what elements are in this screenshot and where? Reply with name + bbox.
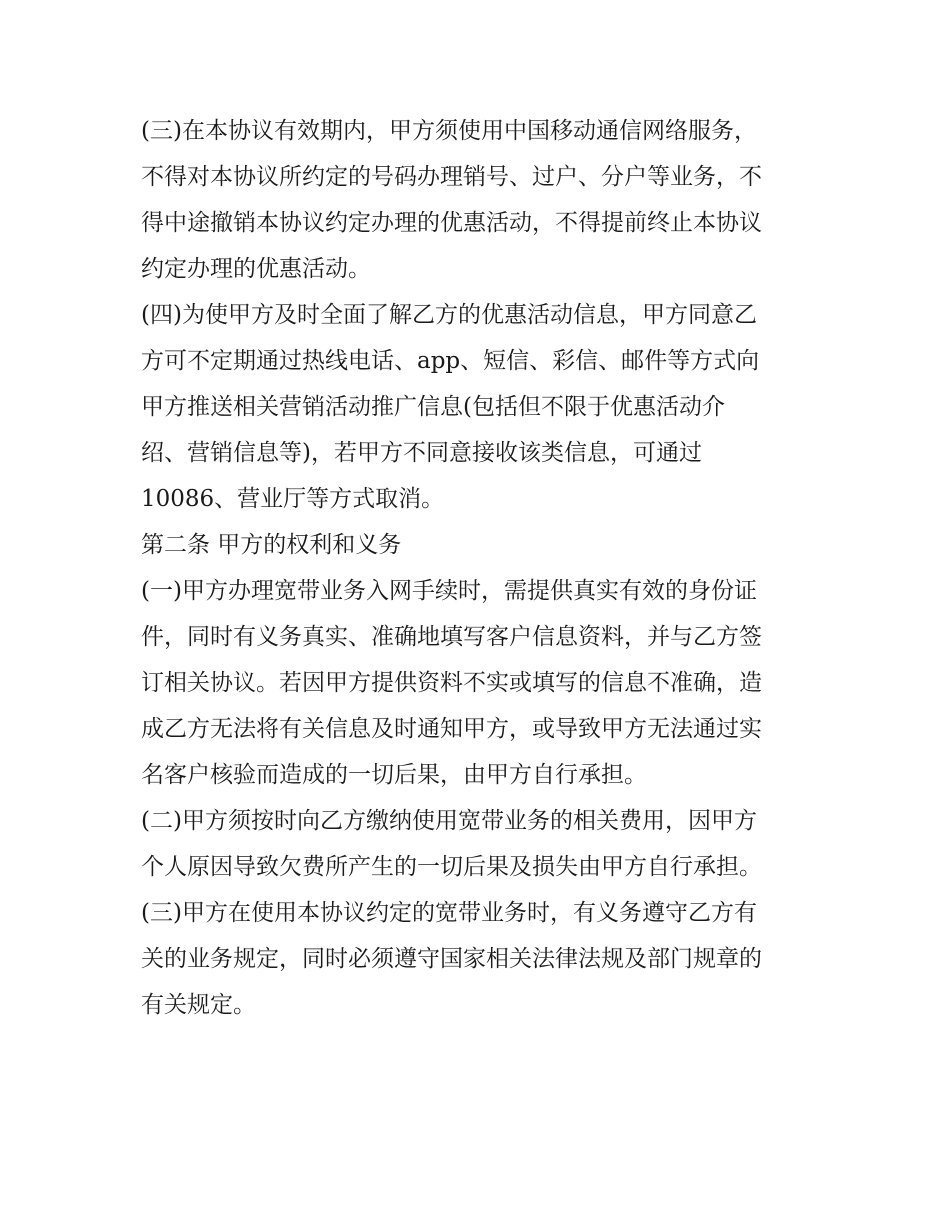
document-body bbox=[141, 108, 821, 1028]
text-line: (二)甲方须按时向乙方缴纳使用宽带业务的相关费用，因甲方 bbox=[141, 808, 757, 834]
text-line: 成乙方无法将有关信息及时通知甲方，或导致甲方无法通过实 bbox=[141, 716, 762, 742]
text-line: 不得对本协议所约定的号码办理销号、过户、分户等业务，不 bbox=[141, 164, 762, 190]
text-line: 订相关协议。若因甲方提供资料不实或填写的信息不准确，造 bbox=[141, 670, 762, 696]
text-line: 个人原因导致欠费所产生的一切后果及损失由甲方自行承担。 bbox=[141, 854, 762, 880]
text-line: 方可不定期通过热线电话、app、短信、彩信、邮件等方式向 bbox=[141, 348, 760, 374]
text-line: (四)为使甲方及时全面了解乙方的优惠活动信息，甲方同意乙 bbox=[141, 302, 757, 328]
text-line: 甲方推送相关营销活动推广信息(包括但不限于优惠活动介 bbox=[141, 394, 725, 420]
text-line: 有关规定。 bbox=[141, 992, 256, 1018]
text-line: 绍、营销信息等)，若甲方不同意接收该类信息，可通过 bbox=[141, 440, 702, 466]
text-line: (一)甲方办理宽带业务入网手续时，需提供真实有效的身份证 bbox=[141, 578, 757, 604]
text-line: 约定办理的优惠活动。 bbox=[141, 256, 371, 282]
text-line: 名客户核验而造成的一切后果，由甲方自行承担。 bbox=[141, 762, 647, 788]
text-line: (三)甲方在使用本协议约定的宽带业务时，有义务遵守乙方有 bbox=[141, 900, 757, 926]
text-line: 10086、营业厅等方式取消。 bbox=[141, 486, 445, 512]
text-line: 件，同时有义务真实、准确地填写客户信息资料，并与乙方签 bbox=[141, 624, 762, 650]
text-line: 得中途撤销本协议约定办理的优惠活动，不得提前终止本协议 bbox=[141, 210, 762, 236]
text-line: (三)在本协议有效期内，甲方须使用中国移动通信网络服务， bbox=[141, 118, 757, 144]
text-line: 关的业务规定，同时必须遵守国家相关法律法规及部门规章的 bbox=[141, 946, 762, 972]
section-heading: 第二条 甲方的权利和义务 bbox=[141, 532, 402, 558]
